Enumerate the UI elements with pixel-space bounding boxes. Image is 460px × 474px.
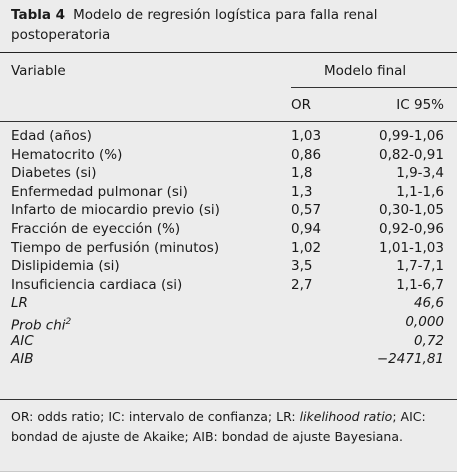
row-or: 0,86 [291, 146, 322, 163]
stat-value: 0,72 [413, 332, 444, 349]
row-or: 1,03 [291, 128, 322, 144]
row-variable: Hematocrito (%) [11, 146, 123, 163]
stat-label-text: AIB [11, 351, 34, 368]
caption-label: Tabla 4 [11, 7, 66, 23]
row-ic: 1,1-6,7 [396, 276, 444, 293]
row-ic: 1,1-1,6 [396, 183, 444, 200]
stat-label-text: LR [11, 295, 28, 312]
row-ic: 0,99-1,06 [379, 128, 444, 144]
row-ic: 0,82-0,91 [379, 146, 444, 163]
table-footnote [11, 407, 451, 447]
row-or: 1,3 [291, 183, 313, 200]
stat-label [11, 294, 28, 312]
bottom-rule [0, 399, 457, 400]
header-modelo-final: Modelo final [324, 63, 407, 79]
row-variable: Fracción de eyección (%) [11, 221, 181, 237]
row-ic: 1,9-3,4 [396, 165, 444, 182]
table-caption [11, 5, 451, 45]
stat-value: 46,6 [413, 295, 444, 312]
row-variable: Edad (años) [11, 128, 92, 144]
row-variable: Insuficiencia cardiaca (si) [11, 276, 183, 293]
row-or: 0,57 [291, 202, 322, 219]
row-variable: Enfermedad pulmonar (si) [11, 183, 188, 200]
header-ic: IC 95% [396, 97, 444, 113]
row-or: 1,02 [291, 239, 322, 256]
stat-label-text: Prob chi [11, 317, 66, 334]
header-rule [0, 121, 457, 122]
stat-label [11, 350, 33, 368]
footnote-part2: ; AIC: bondad de ajuste de Akaike; AIB: bondad de ajuste Bayesiana. [11, 409, 426, 444]
caption-title: Modelo de regresión logística para falla renal postoperatoria [11, 7, 378, 43]
header-or: OR [291, 97, 312, 113]
stat-label-sup: 2 [65, 317, 72, 327]
row-ic: 1,01-1,03 [379, 239, 444, 256]
header-variable: Variable [11, 63, 66, 79]
stat-value: −2471,81 [376, 351, 444, 368]
row-or: 2,7 [291, 276, 313, 293]
footnote-italic: likelihood ratio [299, 409, 393, 424]
group-rule [291, 87, 457, 88]
row-or: 1,8 [291, 165, 313, 182]
top-rule [0, 52, 457, 53]
stat-label [11, 332, 34, 350]
row-or: 0,94 [291, 221, 322, 237]
stat-label-text: AIC [11, 332, 34, 349]
row-variable: Tiempo de perfusión (minutos) [11, 239, 220, 256]
row-ic: 0,30-1,05 [379, 202, 444, 219]
row-variable: Diabetes (si) [11, 165, 97, 182]
footnote-part1: OR: odds ratio; IC: intervalo de confianza; LR: [11, 409, 300, 424]
stat-value: 0,000 [405, 314, 444, 330]
row-variable: Infarto de miocardio previo (si) [11, 202, 220, 219]
row-ic: 1,7-7,1 [396, 258, 444, 275]
row-variable: Dislipidemia (si) [11, 258, 120, 275]
row-or: 3,5 [291, 258, 313, 275]
row-ic: 0,92-0,96 [379, 221, 444, 237]
